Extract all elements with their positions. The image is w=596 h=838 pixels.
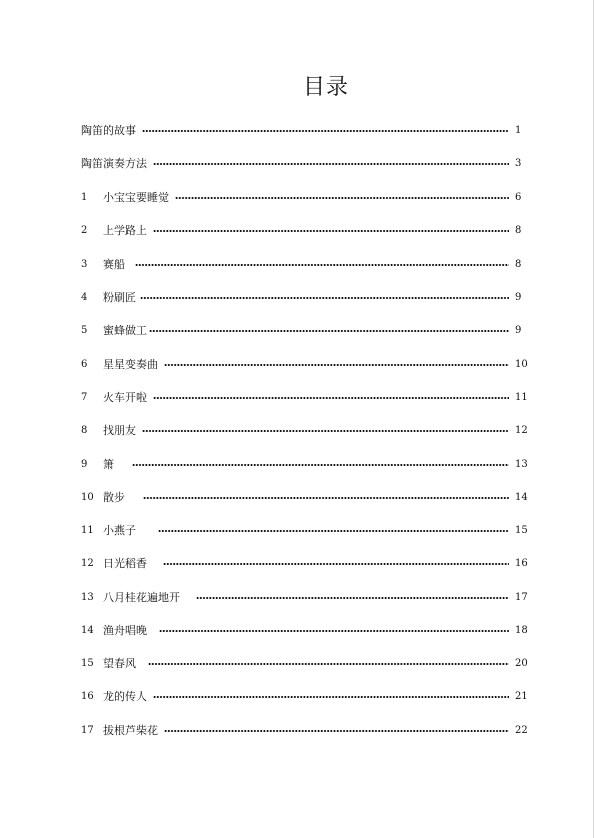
toc-entry-page-number: 20 — [515, 658, 528, 669]
toc-dot-leader — [142, 430, 509, 432]
toc-entry-page-number: 1 — [515, 125, 522, 136]
toc-entry-number: 1 — [81, 192, 88, 203]
toc-entry[interactable] — [81, 422, 527, 440]
toc-entry-label: 粉刷匠 — [103, 291, 136, 304]
toc-dot-leader — [149, 330, 509, 332]
toc-entry-label: 找朋友 — [103, 424, 136, 437]
toc-entry-number: 6 — [81, 359, 88, 370]
toc-entry-label: 渔舟唱晚 — [103, 624, 147, 637]
toc-dot-leader — [148, 663, 509, 665]
toc-entry-page-number: 18 — [515, 625, 528, 636]
toc-entry-number: 8 — [81, 425, 88, 436]
toc-entry-label: 箫 — [103, 458, 114, 471]
toc-entry[interactable] — [81, 489, 527, 507]
toc-dot-leader — [132, 464, 509, 466]
toc-entry-label: 八月桂花遍地开 — [103, 591, 180, 604]
toc-entry[interactable] — [81, 322, 527, 340]
toc-entry[interactable] — [81, 589, 527, 607]
toc-entry-label: 陶笛演奏方法 — [81, 157, 147, 170]
toc-entry-number: 12 — [81, 558, 94, 569]
toc-entry[interactable] — [81, 389, 527, 407]
toc-dot-leader — [164, 364, 509, 366]
toc-entry-page-number: 11 — [515, 392, 528, 403]
toc-dot-leader — [164, 730, 509, 732]
page-edge-line — [593, 0, 594, 838]
toc-entry-number: 15 — [81, 658, 94, 669]
toc-dot-leader — [143, 497, 509, 499]
toc-entry-page-number: 10 — [515, 359, 528, 370]
toc-dot-leader — [135, 264, 509, 266]
toc-entry[interactable] — [81, 222, 527, 240]
toc-entry-page-number: 22 — [515, 725, 528, 736]
toc-entry-number: 5 — [81, 325, 88, 336]
toc-dot-leader — [153, 230, 509, 232]
toc-dot-leader — [159, 630, 509, 632]
toc-entry-page-number: 12 — [515, 425, 528, 436]
toc-entry-label: 小燕子 — [103, 524, 136, 537]
toc-entry-page-number: 9 — [515, 325, 522, 336]
toc-entry-label: 蜜蜂做工 — [103, 324, 147, 337]
toc-entry-number: 9 — [81, 459, 88, 470]
toc-entry-page-number: 3 — [515, 158, 522, 169]
toc-entry-number: 4 — [81, 292, 88, 303]
toc-dot-leader — [142, 130, 509, 132]
toc-entry-label: 上学路上 — [103, 224, 147, 237]
toc-dot-leader — [140, 297, 509, 299]
toc-entry[interactable] — [81, 122, 527, 140]
page-title: 目录 — [302, 75, 349, 100]
toc-dot-leader — [153, 696, 509, 698]
toc-entry-number: 3 — [81, 259, 88, 270]
toc-entry[interactable] — [81, 688, 527, 706]
toc-entry-number: 11 — [81, 525, 94, 536]
toc-entry[interactable] — [81, 522, 527, 540]
toc-dot-leader — [163, 563, 509, 565]
toc-entry-number: 13 — [81, 592, 94, 603]
toc-entry-page-number: 8 — [515, 259, 522, 270]
toc-entry[interactable] — [81, 456, 527, 474]
toc-entry-label: 拔根芦柴花 — [103, 724, 158, 737]
toc-entry[interactable] — [81, 155, 527, 173]
toc-entry-number: 2 — [81, 225, 88, 236]
toc-entry-number: 14 — [81, 625, 94, 636]
toc-dot-leader — [153, 163, 509, 165]
toc-dot-leader — [175, 197, 509, 199]
toc-entry[interactable] — [81, 622, 527, 640]
toc-entry-label: 日光稻香 — [103, 557, 147, 570]
toc-entry[interactable] — [81, 289, 527, 307]
toc-entry-number: 17 — [81, 725, 94, 736]
toc-entry-label: 龙的传人 — [103, 690, 147, 703]
toc-entry-number: 10 — [81, 492, 94, 503]
toc-entry-page-number: 9 — [515, 292, 522, 303]
toc-entry-page-number: 8 — [515, 225, 522, 236]
toc-entry-page-number: 16 — [515, 558, 528, 569]
toc-entry-label: 散步 — [103, 491, 125, 504]
toc-entry-page-number: 17 — [515, 592, 528, 603]
toc-entry-label: 小宝宝要睡觉 — [103, 191, 169, 204]
toc-entry-page-number: 15 — [515, 525, 528, 536]
toc-dot-leader — [196, 597, 509, 599]
toc-entry-number: 7 — [81, 392, 88, 403]
toc-entry-page-number: 21 — [515, 691, 528, 702]
toc-entry[interactable] — [81, 256, 527, 274]
toc-entry-page-number: 6 — [515, 192, 522, 203]
toc-entry[interactable] — [81, 189, 527, 207]
toc-entry-page-number: 14 — [515, 492, 528, 503]
toc-entry-page-number: 13 — [515, 459, 528, 470]
toc-entry-label: 望春风 — [103, 657, 136, 670]
toc-entry-number: 16 — [81, 691, 94, 702]
toc-entry-label: 火车开啦 — [103, 391, 147, 404]
toc-entry-label: 星星变奏曲 — [103, 358, 158, 371]
toc-entry[interactable] — [81, 356, 527, 374]
toc-entry-label: 陶笛的故事 — [81, 124, 136, 137]
toc-entry[interactable] — [81, 555, 527, 573]
toc-entry[interactable] — [81, 722, 527, 740]
toc-entry-label: 赛船 — [103, 258, 125, 271]
toc-dot-leader — [158, 530, 509, 532]
toc-entry[interactable] — [81, 655, 527, 673]
toc-dot-leader — [153, 397, 509, 399]
